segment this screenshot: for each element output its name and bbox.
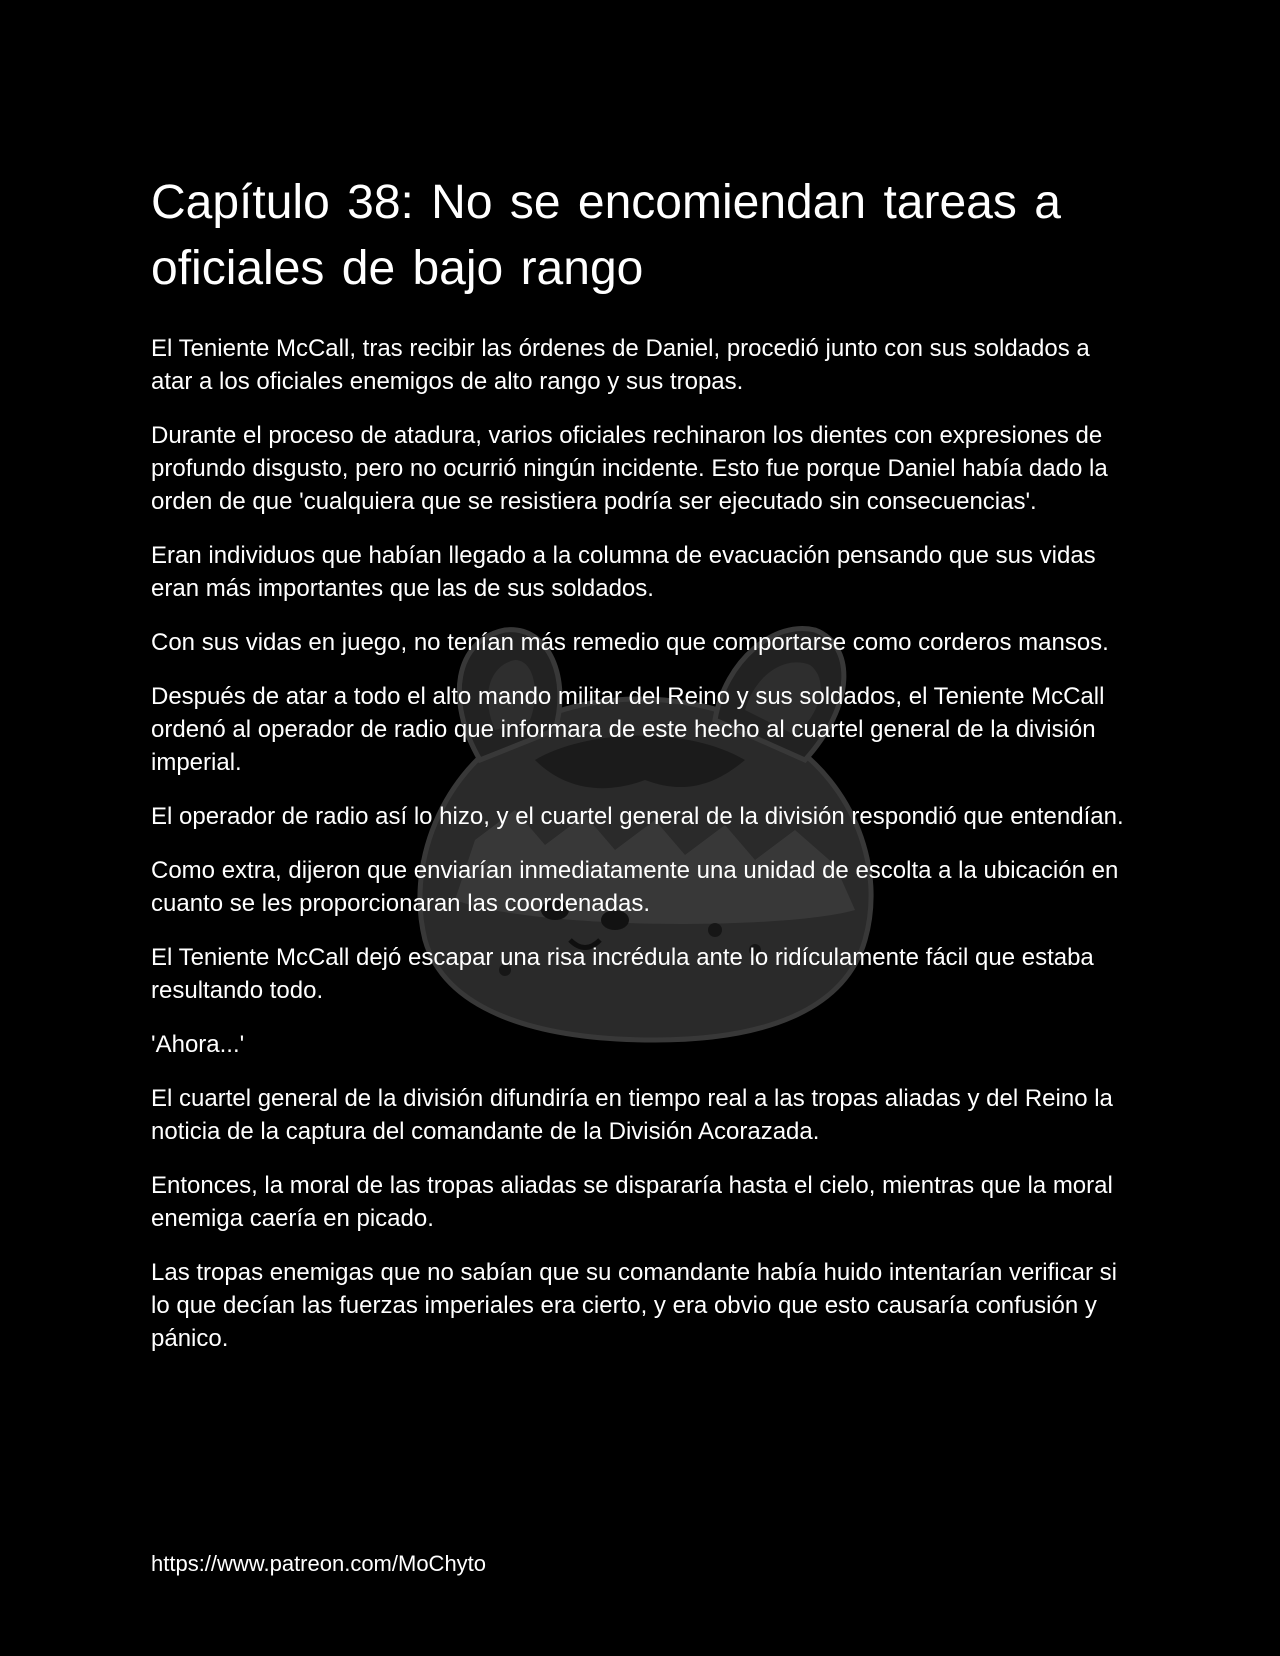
paragraph: Con sus vidas en juego, no tenían más remedio que comportarse como corderos mansos.: [151, 629, 1109, 656]
paragraph: El cuartel general de la división difundiría en tiempo real a las tropas aliadas y del Reino la noticia de la captura del comandante de la División Acorazada.: [151, 1085, 1113, 1145]
paragraph: Las tropas enemigas que no sabían que su comandante había huido intentarían verificar si lo que decían las fuerzas imperiales era cierto, y era obvio que esto causaría confusión y pánico.: [151, 1259, 1117, 1352]
paragraph: Entonces, la moral de las tropas aliadas se dispararía hasta el cielo, mientras que la moral enemiga caería en picado.: [151, 1172, 1113, 1232]
paragraph: El Teniente McCall, tras recibir las órdenes de Daniel, procedió junto con sus soldados a atar a los oficiales enemigos de alto rango y sus tropas.: [151, 335, 1090, 395]
paragraph: Durante el proceso de atadura, varios oficiales rechinaron los dientes con expresiones de profundo disgusto, pero no ocurrió ningún incidente. Esto fue porque Daniel había dado la orden de que 'cualquiera que se resistiera podría ser ejecutado sin consecuencias'.: [151, 422, 1108, 515]
patreon-link[interactable]: https://www.patreon.com/MoChyto: [151, 1551, 487, 1576]
document-page: [151, 170, 1136, 1376]
chapter-title: Capítulo 38: No se encomiendan tareas a oficiales de bajo rango: [151, 176, 1061, 295]
paragraph: El Teniente McCall dejó escapar una risa incrédula ante lo ridículamente fácil que estaba resultando todo.: [151, 944, 1094, 1004]
paragraph: Como extra, dijeron que enviarían inmediatamente una unidad de escolta a la ubicación en cuanto se les proporcionaran las coordenadas.: [151, 857, 1119, 917]
paragraph: Eran individuos que habían llegado a la columna de evacuación pensando que sus vidas eran más importantes que las de sus soldados.: [151, 542, 1096, 602]
paragraph: 'Ahora...': [151, 1031, 245, 1058]
paragraph: El operador de radio así lo hizo, y el cuartel general de la división respondió que entendían.: [151, 803, 1124, 830]
paragraph: Después de atar a todo el alto mando militar del Reino y sus soldados, el Teniente McCall ordenó al operador de radio que informara de este hecho al cuartel general de la división imperial.: [151, 683, 1105, 776]
